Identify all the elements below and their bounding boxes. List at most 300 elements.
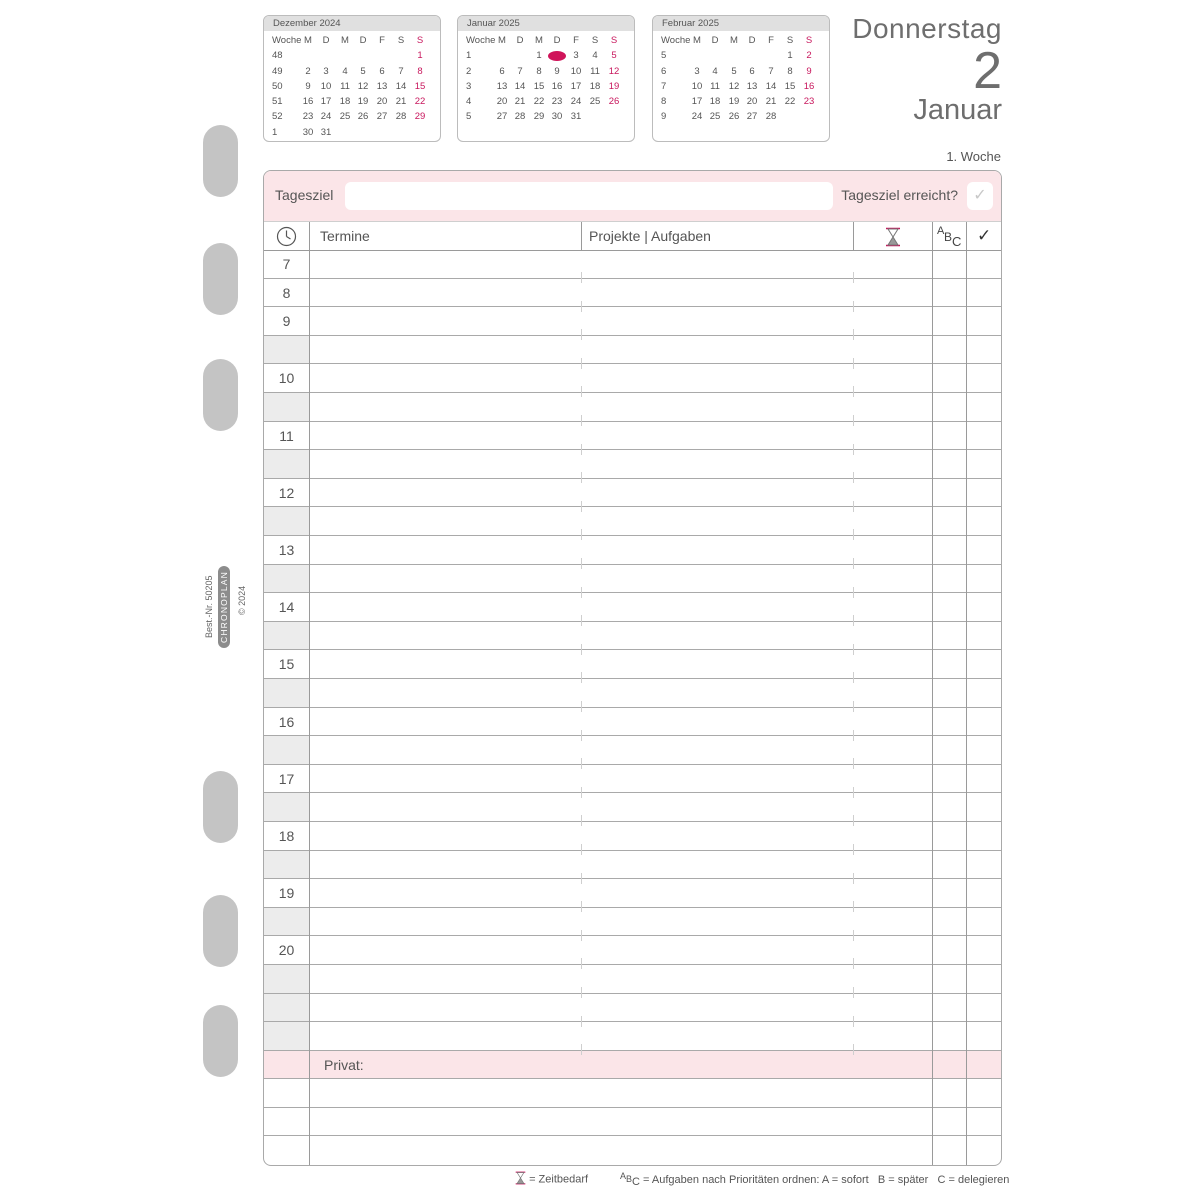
private-row bbox=[264, 1051, 1001, 1079]
calendar-day: 25 bbox=[589, 96, 601, 108]
hour-label: 17 bbox=[278, 770, 295, 787]
tick-mark bbox=[853, 873, 854, 884]
tick-mark bbox=[581, 958, 582, 969]
tick-mark bbox=[581, 644, 582, 655]
calendar-day: 23 bbox=[803, 96, 815, 108]
time-cell bbox=[264, 679, 309, 707]
tick-mark bbox=[581, 301, 582, 312]
calendar-week-row bbox=[264, 109, 440, 124]
hour-label: 14 bbox=[278, 599, 295, 616]
calendar-title: Januar 2025 bbox=[458, 16, 634, 31]
calendar-day: 10 bbox=[320, 80, 332, 92]
calendar-day: 20 bbox=[496, 96, 508, 108]
calendar-day: 21 bbox=[514, 96, 526, 108]
hourglass-icon bbox=[515, 1171, 526, 1188]
calendar-day: F bbox=[379, 35, 385, 46]
tick-mark bbox=[853, 644, 854, 655]
calendar-day: 9 bbox=[806, 65, 812, 77]
hour-label: 11 bbox=[279, 427, 294, 444]
calendar-day: 15 bbox=[533, 80, 545, 92]
tick-mark bbox=[853, 930, 854, 941]
calendar-week-number: Woche bbox=[466, 35, 496, 46]
time-cell bbox=[264, 393, 309, 421]
calendar-day: M bbox=[498, 35, 506, 46]
tick-mark bbox=[853, 958, 854, 969]
calendar-day: 11 bbox=[710, 80, 720, 92]
schedule-row[interactable] bbox=[264, 879, 1001, 908]
calendar-week-number: 4 bbox=[466, 96, 472, 108]
tick-mark bbox=[853, 587, 854, 598]
schedule-row[interactable] bbox=[264, 793, 1001, 822]
calendar-day: 27 bbox=[496, 111, 508, 123]
calendar-day: F bbox=[768, 35, 774, 46]
calendar-day: 21 bbox=[765, 96, 777, 108]
calendar-week-row bbox=[264, 79, 440, 94]
calendar-day: 22 bbox=[533, 96, 545, 108]
calendar-day: M bbox=[304, 35, 312, 46]
hour-label: 8 bbox=[282, 284, 291, 301]
calendar-day: 29 bbox=[533, 111, 545, 123]
calendar-week-number: 6 bbox=[661, 65, 667, 77]
hour-label: 7 bbox=[282, 256, 291, 272]
calendar-day: 8 bbox=[787, 65, 793, 77]
punch-hole bbox=[203, 771, 238, 843]
private-line[interactable] bbox=[264, 1136, 1001, 1165]
schedule-row[interactable] bbox=[264, 565, 1001, 594]
mini-calendar-december bbox=[263, 15, 441, 142]
month-name: Januar bbox=[913, 94, 1002, 126]
calendar-day: 5 bbox=[611, 50, 617, 62]
calendar-week-number: 5 bbox=[661, 50, 667, 62]
tick-mark bbox=[853, 301, 854, 312]
legend-time bbox=[515, 1171, 588, 1188]
tick-mark bbox=[581, 529, 582, 540]
calendar-day: 12 bbox=[357, 80, 369, 92]
calendar-week-number: 49 bbox=[272, 65, 283, 77]
calendar-day: 17 bbox=[570, 80, 582, 92]
schedule-row[interactable] bbox=[264, 307, 1001, 336]
hour-label: 20 bbox=[278, 942, 295, 959]
schedule-row[interactable] bbox=[264, 908, 1001, 937]
calendar-day: 25 bbox=[339, 111, 351, 123]
tick-mark bbox=[853, 672, 854, 683]
tick-mark bbox=[581, 844, 582, 855]
weekday: Donnerstag bbox=[852, 13, 1002, 44]
calendar-week-number: 1 bbox=[466, 50, 472, 62]
tick-mark bbox=[853, 415, 854, 426]
calendar-day: 27 bbox=[746, 111, 758, 123]
time-cell bbox=[264, 736, 309, 764]
calendar-day: 24 bbox=[320, 111, 332, 123]
tick-mark bbox=[853, 501, 854, 512]
divider bbox=[932, 222, 933, 1165]
time-cell bbox=[264, 565, 309, 593]
calendar-week-number: 9 bbox=[661, 111, 667, 123]
tick-mark bbox=[853, 1016, 854, 1027]
calendar-day: 12 bbox=[728, 80, 740, 92]
tick-mark bbox=[853, 615, 854, 626]
calendar-day: 28 bbox=[514, 111, 526, 123]
day-planner bbox=[263, 170, 1002, 1166]
tick-mark bbox=[581, 615, 582, 626]
tick-mark bbox=[853, 730, 854, 741]
calendar-day: 19 bbox=[728, 96, 740, 108]
calendar-day: 3 bbox=[323, 65, 329, 77]
legend-abc-text: = Aufgaben nach Prioritäten ordnen: A = sofort B = später C = delegieren bbox=[643, 1174, 1010, 1186]
schedule-row[interactable] bbox=[264, 822, 1001, 851]
calendar-day: M bbox=[693, 35, 701, 46]
calendar-day: 19 bbox=[608, 80, 620, 92]
punch-hole bbox=[203, 125, 238, 197]
calendar-day: 17 bbox=[320, 96, 332, 108]
calendar-week-row bbox=[458, 109, 634, 124]
tick-mark bbox=[581, 1016, 582, 1027]
calendar-day: 18 bbox=[589, 80, 601, 92]
calendar-day: 13 bbox=[376, 80, 388, 92]
calendar-day: M bbox=[730, 35, 738, 46]
divider bbox=[581, 222, 582, 250]
calendar-day: 10 bbox=[691, 80, 703, 92]
calendar-day: 16 bbox=[803, 80, 815, 92]
tick-mark bbox=[853, 472, 854, 483]
calendar-day: D bbox=[322, 35, 330, 46]
schedule-row[interactable] bbox=[264, 479, 1001, 508]
calendar-week-number: 51 bbox=[272, 96, 283, 108]
calendar-week-number: 50 bbox=[272, 80, 283, 92]
hour-label: 9 bbox=[282, 313, 291, 330]
schedule-row[interactable] bbox=[264, 450, 1001, 479]
calendar-week-number: 3 bbox=[466, 80, 472, 92]
calendar-day: 23 bbox=[551, 96, 563, 108]
calendar-day: 19 bbox=[357, 96, 369, 108]
calendar-title: Februar 2025 bbox=[653, 16, 829, 31]
time-cell bbox=[264, 622, 309, 650]
tick-mark bbox=[581, 815, 582, 826]
calendar-title: Dezember 2024 bbox=[264, 16, 440, 31]
tick-mark bbox=[853, 758, 854, 769]
calendar-day: 17 bbox=[691, 96, 703, 108]
calendar-day: 13 bbox=[746, 80, 758, 92]
calendar-day: 15 bbox=[414, 80, 426, 92]
private-label: Privat: bbox=[324, 1057, 364, 1073]
private-line[interactable] bbox=[264, 1108, 1001, 1137]
time-cell bbox=[264, 793, 309, 821]
calendar-day: 28 bbox=[765, 111, 777, 123]
daily-goal-field[interactable] bbox=[345, 182, 833, 210]
daily-goal-bar bbox=[264, 171, 1001, 222]
tick-mark bbox=[853, 358, 854, 369]
calendar-day: 11 bbox=[340, 80, 350, 92]
tick-mark bbox=[581, 358, 582, 369]
calendar-day: 20 bbox=[376, 96, 388, 108]
calendar-day: S bbox=[591, 35, 599, 46]
schedule-row[interactable] bbox=[264, 507, 1001, 536]
tick-mark bbox=[581, 787, 582, 798]
goal-reached-label: Tagesziel erreicht? bbox=[841, 187, 958, 203]
calendar-day: S bbox=[805, 35, 813, 46]
tick-mark bbox=[581, 873, 582, 884]
tick-mark bbox=[853, 386, 854, 397]
calendar-day: 3 bbox=[573, 50, 579, 62]
calendar-week-row bbox=[653, 109, 829, 124]
legend-time-text: = Zeitbedarf bbox=[529, 1173, 589, 1186]
calendar-day: 21 bbox=[395, 96, 407, 108]
day-number: 2 bbox=[973, 42, 1002, 100]
calendar-day: 24 bbox=[570, 96, 582, 108]
goal-reached-checkbox[interactable]: ✓ bbox=[967, 182, 993, 210]
schedule-row[interactable] bbox=[264, 536, 1001, 565]
schedule-row[interactable] bbox=[264, 994, 1001, 1023]
time-cell bbox=[264, 965, 309, 993]
schedule-row[interactable] bbox=[264, 593, 1001, 622]
private-line[interactable] bbox=[264, 1079, 1001, 1108]
hour-label: 16 bbox=[278, 713, 295, 730]
calendar-day: 2 bbox=[806, 50, 812, 62]
calendar-day: 22 bbox=[414, 96, 426, 108]
calendar-week-number: 2 bbox=[466, 65, 472, 77]
calendar-week-number: 1 bbox=[272, 126, 278, 138]
tick-mark bbox=[581, 386, 582, 397]
legend-abc bbox=[620, 1171, 1009, 1188]
time-cell bbox=[264, 507, 309, 535]
hour-label: 10 bbox=[278, 370, 295, 387]
calendar-day: M bbox=[535, 35, 543, 46]
tick-mark bbox=[581, 415, 582, 426]
time-cell bbox=[264, 1022, 309, 1050]
hour-label: 18 bbox=[278, 828, 295, 844]
schedule-row[interactable] bbox=[264, 393, 1001, 422]
calendar-day: 9 bbox=[305, 80, 311, 92]
tick-mark bbox=[581, 444, 582, 455]
tick-mark bbox=[853, 329, 854, 340]
calendar-day: 18 bbox=[709, 96, 721, 108]
tick-mark bbox=[853, 1044, 854, 1055]
calendar-weekday-header bbox=[653, 33, 829, 48]
calendar-today-marker bbox=[548, 48, 566, 63]
calendar-day: 7 bbox=[398, 65, 404, 77]
calendar-week-row bbox=[653, 79, 829, 94]
schedule-row[interactable] bbox=[264, 965, 1001, 994]
hourglass-icon bbox=[885, 227, 901, 252]
tick-mark bbox=[853, 529, 854, 540]
calendar-day: 4 bbox=[592, 50, 598, 62]
calendar-week-row bbox=[458, 94, 634, 109]
tick-mark bbox=[581, 758, 582, 769]
calendar-day: 1 bbox=[787, 50, 793, 62]
calendar-week-row bbox=[458, 79, 634, 94]
calendar-weekday-header bbox=[264, 33, 440, 48]
tick-mark bbox=[581, 329, 582, 340]
calendar-week-row bbox=[264, 48, 440, 63]
calendar-day: 5 bbox=[731, 65, 737, 77]
punch-hole bbox=[203, 243, 238, 315]
hour-label: 13 bbox=[278, 542, 295, 558]
divider bbox=[966, 222, 967, 1165]
calendar-day: 26 bbox=[608, 96, 620, 108]
tick-mark bbox=[581, 472, 582, 483]
calendar-day: 18 bbox=[339, 96, 351, 108]
calendar-day: D bbox=[711, 35, 719, 46]
calendar-day: D bbox=[516, 35, 524, 46]
tick-mark bbox=[581, 501, 582, 512]
calendar-day: D bbox=[359, 35, 367, 46]
calendar-day: 2 bbox=[305, 65, 311, 77]
calendar-day: 5 bbox=[360, 65, 366, 77]
tick-mark bbox=[853, 558, 854, 569]
calendar-day: 14 bbox=[395, 80, 407, 92]
schedule-row[interactable] bbox=[264, 364, 1001, 393]
tick-mark bbox=[853, 787, 854, 798]
schedule-row[interactable] bbox=[264, 422, 1001, 451]
done-check-icon: ✓ bbox=[977, 226, 992, 245]
calendar-day: 8 bbox=[417, 65, 423, 77]
calendar-week-number: 48 bbox=[272, 50, 283, 62]
calendar-weekday-header bbox=[458, 33, 634, 48]
calendar-day: 23 bbox=[302, 111, 314, 123]
schedule-row[interactable] bbox=[264, 765, 1001, 794]
calendar-day: 6 bbox=[749, 65, 755, 77]
calendar-day: 20 bbox=[746, 96, 758, 108]
calendar-day: 14 bbox=[514, 80, 526, 92]
order-number: Best.-Nr. 50205 bbox=[204, 575, 214, 638]
calendar-week-number: 5 bbox=[466, 111, 472, 123]
publisher-info bbox=[204, 553, 254, 648]
punch-hole bbox=[203, 359, 238, 431]
calendar-day: 28 bbox=[395, 111, 407, 123]
calendar-week-row bbox=[264, 64, 440, 79]
week-label: 1. Woche bbox=[946, 149, 1001, 164]
tick-mark bbox=[581, 1044, 582, 1055]
calendar-day: 1 bbox=[536, 50, 542, 62]
calendar-week-row bbox=[653, 94, 829, 109]
tick-mark bbox=[581, 272, 582, 283]
time-cell bbox=[264, 336, 309, 364]
schedule-row[interactable] bbox=[264, 708, 1001, 737]
calendar-week-row bbox=[264, 94, 440, 109]
calendar-day: D bbox=[748, 35, 756, 46]
time-cell bbox=[264, 450, 309, 478]
abc-priority-icon: ABC bbox=[620, 1171, 640, 1188]
time-cell bbox=[264, 994, 309, 1022]
calendar-day: 4 bbox=[712, 65, 718, 77]
schedule-row[interactable] bbox=[264, 250, 1001, 279]
calendar-week-number: 7 bbox=[661, 80, 667, 92]
calendar-day: 16 bbox=[551, 80, 563, 92]
tick-mark bbox=[853, 815, 854, 826]
mini-calendar-february bbox=[652, 15, 830, 142]
calendar-day: 10 bbox=[570, 65, 582, 77]
brand-logo: CHRONOPLAN bbox=[218, 566, 230, 648]
copyright: © 2024 bbox=[237, 585, 247, 615]
punch-hole bbox=[203, 895, 238, 967]
calendar-day: S bbox=[610, 35, 618, 46]
calendar-day: 31 bbox=[570, 111, 582, 123]
abc-priority-icon: A B C bbox=[937, 225, 962, 249]
tick-mark bbox=[581, 701, 582, 712]
calendar-week-number: Woche bbox=[272, 35, 302, 46]
calendar-week-row bbox=[458, 48, 634, 63]
tick-mark bbox=[581, 558, 582, 569]
calendar-week-row bbox=[653, 48, 829, 63]
tick-mark bbox=[581, 930, 582, 941]
calendar-day: 14 bbox=[765, 80, 777, 92]
calendar-day: M bbox=[341, 35, 349, 46]
calendar-day: 29 bbox=[414, 111, 426, 123]
calendar-day: 24 bbox=[691, 111, 703, 123]
calendar-week-row bbox=[264, 125, 440, 140]
calendar-day: 11 bbox=[590, 65, 600, 77]
calendar-day: F bbox=[573, 35, 579, 46]
column-header bbox=[264, 222, 1001, 251]
schedule-row[interactable] bbox=[264, 622, 1001, 651]
calendar-day: 6 bbox=[499, 65, 505, 77]
calendar-day: 16 bbox=[302, 96, 314, 108]
calendar-week-number: 8 bbox=[661, 96, 667, 108]
calendar-day: 12 bbox=[608, 65, 620, 77]
tick-mark bbox=[853, 901, 854, 912]
schedule-row[interactable] bbox=[264, 679, 1001, 708]
calendar-day: 3 bbox=[694, 65, 700, 77]
schedule-row[interactable] bbox=[264, 336, 1001, 365]
calendar-day: S bbox=[786, 35, 794, 46]
tick-mark bbox=[853, 987, 854, 998]
time-cell bbox=[264, 908, 309, 936]
appointments-header: Termine bbox=[320, 228, 370, 244]
date-header bbox=[852, 12, 1002, 126]
calendar-day: 8 bbox=[536, 65, 542, 77]
calendar-day: 31 bbox=[320, 126, 332, 138]
daily-goal-label: Tagesziel bbox=[275, 187, 334, 203]
hour-label: 12 bbox=[278, 484, 295, 501]
tick-mark bbox=[853, 272, 854, 283]
tick-mark bbox=[581, 587, 582, 598]
calendar-week-row bbox=[458, 64, 634, 79]
calendar-day: 30 bbox=[302, 126, 314, 138]
calendar-day: 6 bbox=[379, 65, 385, 77]
calendar-day: 9 bbox=[554, 65, 560, 77]
tick-mark bbox=[853, 701, 854, 712]
calendar-day: 4 bbox=[342, 65, 348, 77]
calendar-week-number: 52 bbox=[272, 111, 283, 123]
calendar-day: 27 bbox=[376, 111, 388, 123]
schedule-row[interactable] bbox=[264, 851, 1001, 880]
calendar-day: S bbox=[397, 35, 405, 46]
schedule-row[interactable] bbox=[264, 736, 1001, 765]
divider bbox=[853, 222, 854, 250]
schedule-row[interactable] bbox=[264, 1022, 1001, 1051]
calendar-day: 25 bbox=[709, 111, 721, 123]
calendar-day: 7 bbox=[517, 65, 523, 77]
calendar-week-row bbox=[653, 64, 829, 79]
projects-tasks-header: Projekte | Aufgaben bbox=[589, 228, 711, 244]
clock-icon bbox=[276, 226, 297, 252]
calendar-day: 7 bbox=[768, 65, 774, 77]
tick-mark bbox=[581, 901, 582, 912]
calendar-day: 30 bbox=[551, 111, 563, 123]
calendar-day: 1 bbox=[417, 50, 423, 62]
schedule-row[interactable] bbox=[264, 279, 1001, 308]
mini-calendar-january bbox=[457, 15, 635, 142]
calendar-day: 15 bbox=[784, 80, 796, 92]
tick-mark bbox=[581, 987, 582, 998]
schedule-row[interactable] bbox=[264, 936, 1001, 965]
schedule-row[interactable] bbox=[264, 650, 1001, 679]
divider bbox=[309, 222, 310, 1165]
time-cell bbox=[264, 851, 309, 879]
tick-mark bbox=[853, 844, 854, 855]
calendar-day: S bbox=[416, 35, 424, 46]
hour-label: 19 bbox=[278, 885, 295, 902]
